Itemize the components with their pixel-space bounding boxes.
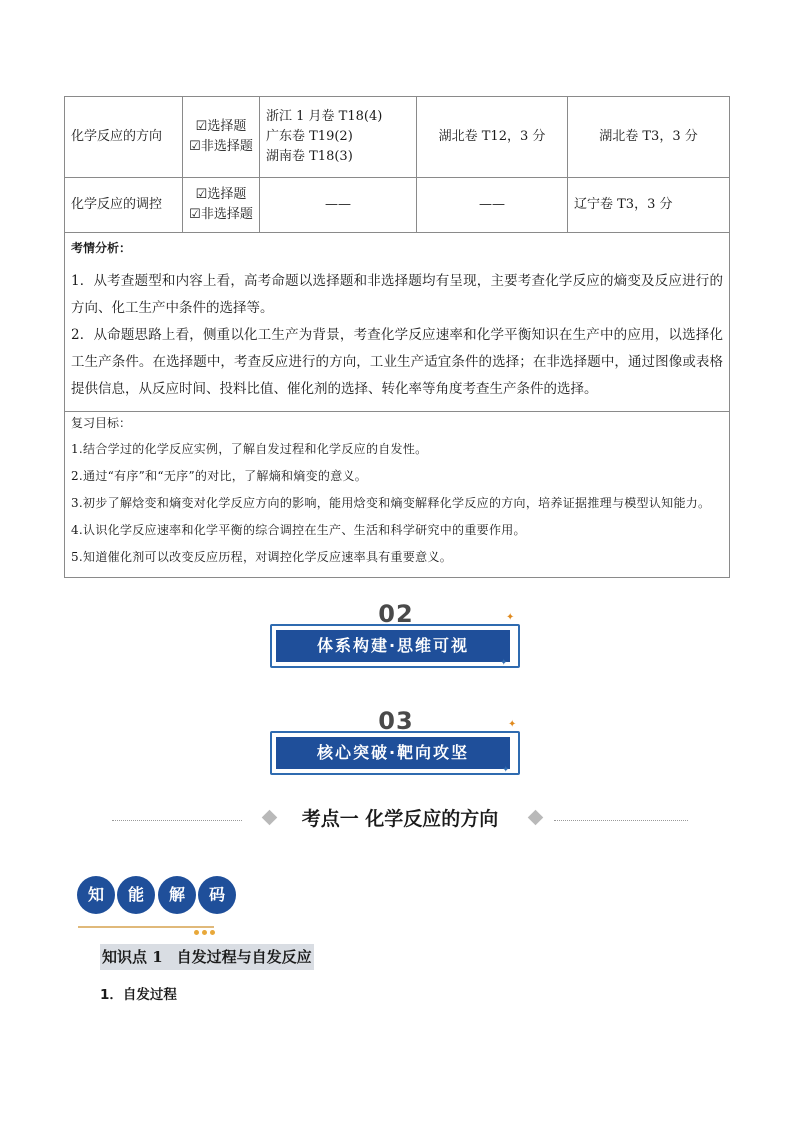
decode-char: 码	[199, 877, 235, 913]
decode-char: 知	[78, 877, 114, 913]
analysis-cell	[65, 233, 730, 412]
source-line: 湖南卷 T18(3)	[266, 149, 353, 165]
source-cell: 湖北卷 T3，3 分	[568, 97, 730, 178]
sparkle-icon: ✦	[508, 719, 517, 730]
exam-analysis-table	[64, 96, 730, 578]
knowledge-heading	[100, 944, 314, 970]
keypoint-title: 考点一 化学反应的方向	[301, 808, 499, 830]
analysis-paragraph: 2．从命题思路上看，侧重以化工生产为背景，考查化学反应速率和化学平衡知识在生产中的应用，以选择化工生产条件。在选择题中，考查反应进行的方向，工业生产适宜条件的选择；在非选择题中，通过图像或表格提供信息，从反应时间、投料比值、催化剂的选择、转化率等角度考查生产条件的选择。	[71, 326, 723, 397]
sparkle-icon: ✦	[500, 658, 508, 668]
goal-item: 2.通过“有序”和“无序”的对比，了解熵和熵变的意义。	[71, 469, 368, 484]
goal-item: 1.结合学过的化学反应实例，了解自发过程和化学反应的自发性。	[71, 442, 428, 457]
knowledge-label: 知识点 1	[102, 948, 163, 966]
table-row	[65, 233, 730, 412]
qtype-nonchoice: ☑非选择题	[189, 207, 253, 222]
goal-item: 3.初步了解焓变和熵变对化学反应方向的影响，能用焓变和熵变解释化学反应的方向，培养证据推理与模型认知能力。	[71, 496, 711, 511]
section-title: 体系构建·思维可视	[276, 630, 510, 662]
source-cell: ——	[260, 178, 417, 233]
goal-item: 4.认识化学反应速率和化学平衡的综合调控在生产、生活和科学研究中的重要作用。	[71, 523, 526, 538]
source-cell: ——	[417, 178, 568, 233]
section-banner	[270, 600, 522, 670]
section-number: 02	[378, 600, 414, 628]
qtype-choice: ☑选择题	[195, 118, 247, 134]
source-line: 浙江 1 月卷 T18(4)	[266, 108, 383, 124]
section-banner	[270, 707, 522, 777]
source-cell: 辽宁卷 T3，3 分	[568, 178, 730, 233]
knowledge-title: 自发过程与自发反应	[176, 948, 312, 966]
source-line: 广东卷 T19(2)	[266, 128, 353, 144]
table-row	[65, 97, 730, 178]
divider	[554, 820, 688, 821]
goal-item: 5.知道催化剂可以改变反应历程，对调控化学反应速率具有重要意义。	[71, 550, 453, 565]
source-cell: 湖北卷 T12，3 分	[417, 97, 568, 178]
source-cell	[260, 97, 417, 178]
analysis-paragraph: 1．从考查题型和内容上看，高考命题以选择题和非选择题均有呈现，主要考查化学反应的熵变及反应进行的方向、化工生产中条件的选择等。	[71, 272, 723, 316]
decode-char: 能	[118, 877, 154, 913]
decode-dots	[194, 920, 218, 939]
analysis-heading: 考情分析：	[71, 241, 132, 255]
table-row	[65, 411, 730, 578]
topic-cell: 化学反应的方向	[65, 97, 183, 178]
sub-heading: 1．自发过程	[100, 987, 177, 1003]
goals-cell	[65, 411, 730, 578]
question-type-cell	[183, 178, 260, 233]
topic-cell: 化学反应的调控	[65, 178, 183, 233]
table-row	[65, 178, 730, 233]
section-number: 03	[378, 707, 414, 735]
qtype-nonchoice: ☑非选择题	[189, 139, 253, 154]
sparkle-icon: ✦	[506, 612, 515, 623]
qtype-choice: ☑选择题	[195, 186, 247, 202]
question-type-cell	[183, 97, 260, 178]
goals-heading: 复习目标：	[71, 415, 132, 430]
decode-char: 解	[159, 877, 195, 913]
sparkle-icon: ✦	[502, 765, 510, 775]
keypoint-header	[112, 802, 688, 838]
section-title: 核心突破·靶向攻坚	[276, 737, 510, 769]
